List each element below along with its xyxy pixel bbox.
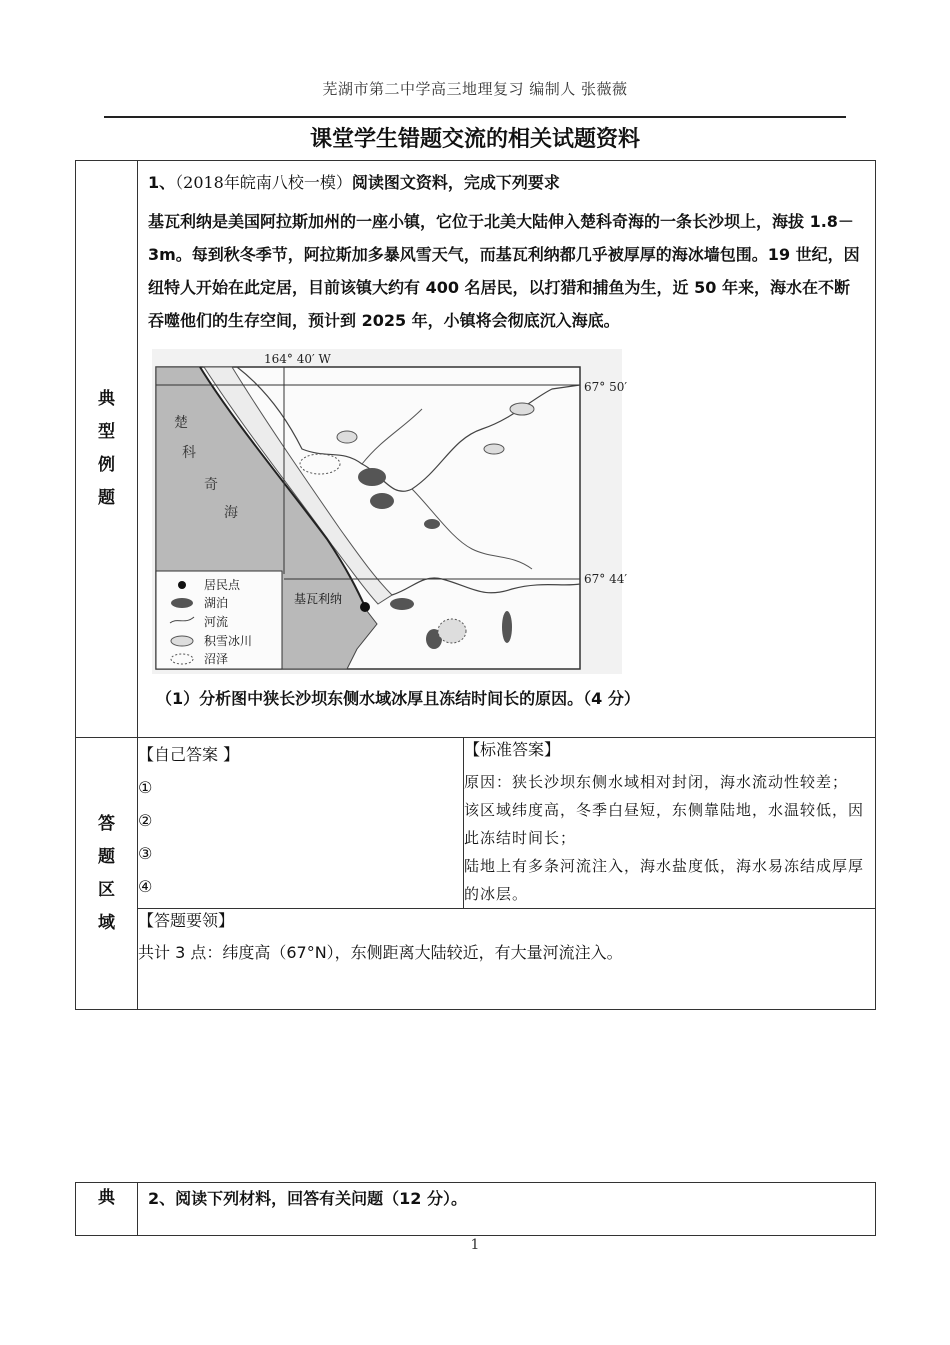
svg-text:沼泽: 沼泽: [204, 652, 229, 666]
latitude-bottom-label: 67° 44′: [584, 572, 628, 586]
question-paragraph: 基瓦利纳是美国阿拉斯加州的一座小镇，它位于北美大陆伸入楚科奇海的一条长沙坝上，海拔 1.8－3m。每到秋冬季节，阿拉斯加多暴风雪天气，而基瓦利纳都几乎被厚厚的海冰墙包围。19 世纪，因纽特人开始在此定居，目前该镇大约有 400 名居民，以打猎和捕鱼为生，近 50 年来，海水在不断吞噬他们的生存空间，预计到 2025 年，小镇将会彻底沉入海底。: [148, 212, 860, 330]
header-rule: [104, 116, 846, 118]
tips-text: 共计 3 点：纬度高（67°N），东侧距离大陆较近，有大量河流注入。: [138, 943, 623, 962]
svg-text:居民点: 居民点: [204, 578, 241, 592]
side-label-example-2: 典: [76, 1183, 138, 1236]
subquestion-1: （1）分析图中狭长沙坝东侧水域冰厚且冻结时间长的原因。（4 分）: [156, 689, 640, 708]
question-2-heading: 2、阅读下列材料，回答有关问题（12 分）。: [138, 1183, 876, 1236]
page-number: 1: [470, 1237, 480, 1253]
side-label-answer: 答 题 区 域: [76, 738, 138, 1010]
example-row: [76, 161, 876, 738]
tips-title: 【答题要领】: [138, 911, 235, 930]
question-heading: 1、（2018年皖南八校一模）阅读图文资料，完成下列要求: [148, 173, 560, 192]
lake-icon: [171, 598, 193, 608]
own-answer-item: ②: [138, 811, 153, 830]
exercise-table-2: [75, 1182, 876, 1236]
latitude-top-label: 67° 50′: [584, 380, 628, 394]
own-answer-title: 【自己答案 】: [138, 745, 240, 764]
page-header: 芜湖市第二中学高三地理复习 编制人 张薇薇: [322, 80, 628, 98]
answer-row: [76, 738, 876, 909]
own-answer-item: ①: [138, 778, 153, 797]
standard-answer-line: 该区域纬度高，冬季白昼短，东侧靠陆地，水温较低，因此冻结时间长；: [464, 801, 865, 847]
example-content: [138, 161, 876, 738]
svg-text:河流: 河流: [204, 615, 229, 629]
svg-text:积雪冰川: 积雪冰川: [204, 634, 253, 648]
document-title: 课堂学生错题交流的相关试题资料: [309, 127, 640, 152]
own-answer-item: ③: [138, 844, 153, 863]
own-answer-cell: [138, 738, 464, 909]
standard-answer-cell: [464, 738, 876, 909]
svg-text:科: 科: [182, 445, 196, 461]
settlement-dot-icon: [178, 581, 186, 589]
map-figure: [152, 349, 628, 674]
answer-tips-cell: [138, 909, 876, 1010]
exercise-table: [75, 160, 876, 1010]
town-label: 基瓦利纳: [294, 592, 343, 606]
svg-text:奇: 奇: [204, 477, 218, 493]
longitude-label: 164° 40′ W: [264, 352, 331, 366]
svg-text:湖泊: 湖泊: [204, 596, 229, 610]
svg-text:海: 海: [224, 505, 238, 521]
kivalina-map: [152, 349, 628, 674]
standard-answer-title: 【标准答案】: [464, 740, 561, 759]
settlement-dot-icon: [360, 602, 370, 612]
svg-text:楚: 楚: [174, 415, 188, 431]
own-answer-item: ④: [138, 877, 153, 896]
glacier-icon: [171, 636, 193, 646]
standard-answer-line: 陆地上有多条河流注入，海水盐度低，海水易冻结成厚厚的冰层。: [464, 857, 865, 903]
standard-answer-line: 原因：狭长沙坝东侧水域相对封闭，海水流动性较差；: [464, 773, 849, 791]
side-label-example: 典 型 例 题: [76, 161, 138, 738]
tips-row: [76, 909, 876, 1010]
